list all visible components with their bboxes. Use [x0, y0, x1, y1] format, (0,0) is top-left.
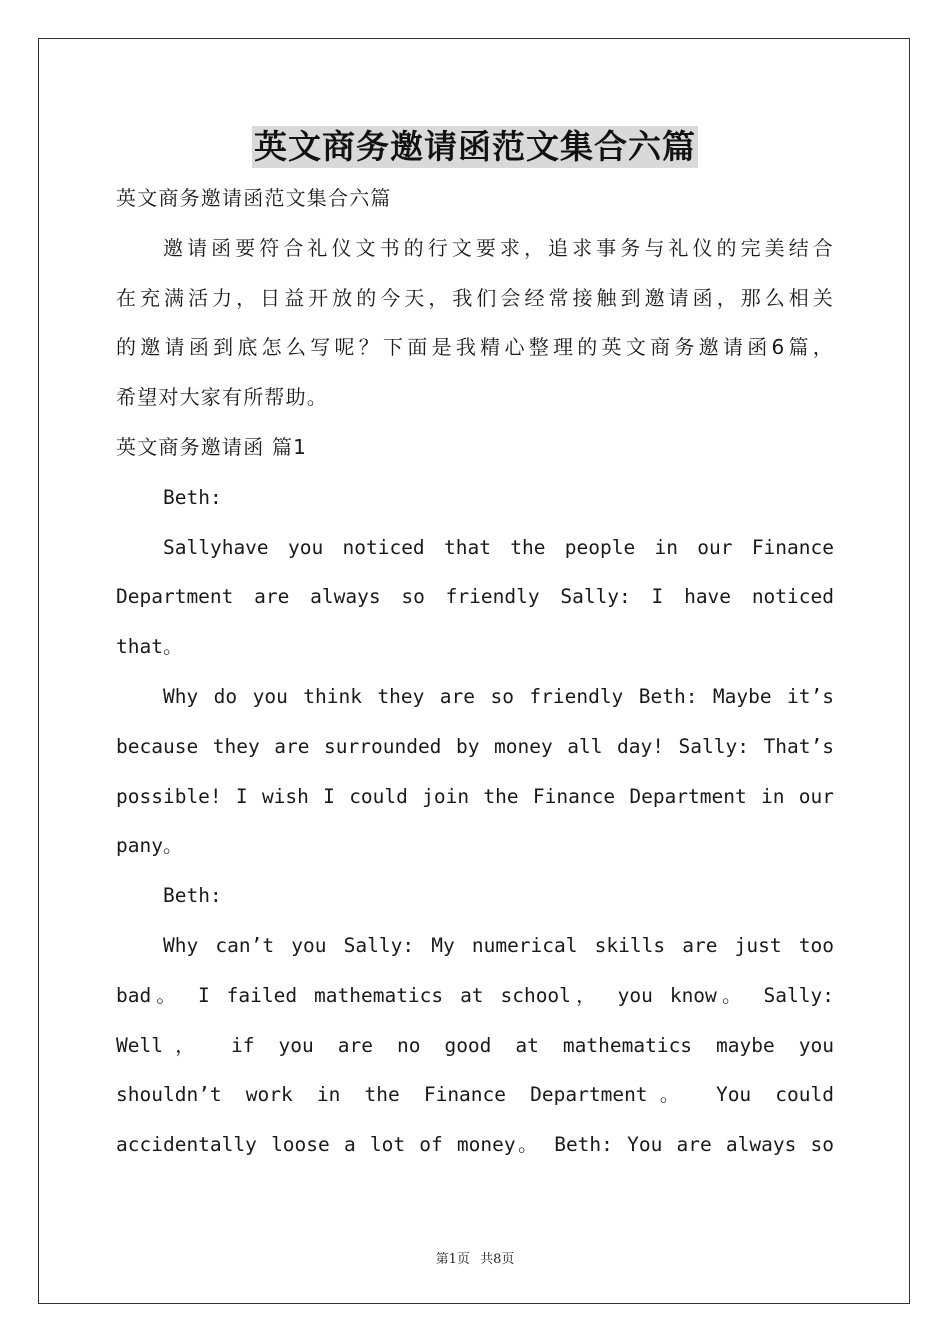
page-total: 共8页	[480, 1252, 515, 1267]
intro-line: 在充满活力，日益开放的今天，我们会经常接触到邀请函，那么相关	[116, 285, 834, 310]
dialogue-line: because they are surrounded by money all day! Sally: That’s	[116, 734, 834, 758]
intro-line: 邀请函要符合礼仪文书的行文要求，追求事务与礼仪的完美结合	[163, 235, 834, 260]
speaker-label: Beth:	[163, 485, 222, 509]
document-subtitle: 英文商务邀请函范文集合六篇	[116, 186, 392, 210]
dialogue-line: Department are always so friendly Sally: I have noticed	[116, 585, 834, 609]
page-number: 第1页	[435, 1252, 470, 1267]
dialogue-line: that。	[116, 635, 183, 659]
dialogue-paragraph	[116, 523, 834, 672]
intro-line: 的邀请函到底怎么写呢？下面是我精心整理的英文商务邀请函6篇，	[116, 335, 834, 360]
document-body	[116, 174, 834, 1170]
dialogue-line: possible! I wish I could join the Finance Department in our	[116, 784, 834, 808]
page-footer	[0, 1248, 950, 1267]
intro-line: 希望对大家有所帮助。	[116, 385, 328, 410]
dialogue-line: accidentally loose a lot of money。 Beth: You are always so	[116, 1133, 834, 1157]
dialogue-line: bad。 I failed mathematics at school， you know。 Sally:	[116, 983, 834, 1007]
dialogue-line: shouldn’t work in the Finance Department。 You could	[116, 1083, 834, 1107]
dialogue-line: pany。	[116, 834, 183, 858]
dialogue-line: Why do you think they are so friendly Beth: Maybe it’s	[163, 684, 834, 708]
dialogue-paragraph	[116, 921, 834, 1170]
section-heading: 英文商务邀请函 篇1	[116, 434, 308, 459]
intro-paragraph	[116, 224, 834, 423]
dialogue-line: Why can’t you Sally: My numerical skills are just too	[163, 933, 834, 957]
dialogue-line: Sallyhave you noticed that the people in our Finance	[163, 535, 834, 559]
document-title: 英文商务邀请函范文集合六篇	[254, 127, 696, 166]
speaker-label: Beth:	[163, 884, 222, 908]
dialogue-line: Well， if you are no good at mathematics maybe you	[116, 1033, 834, 1057]
dialogue-paragraph	[116, 672, 834, 871]
title-wrap	[0, 126, 950, 168]
